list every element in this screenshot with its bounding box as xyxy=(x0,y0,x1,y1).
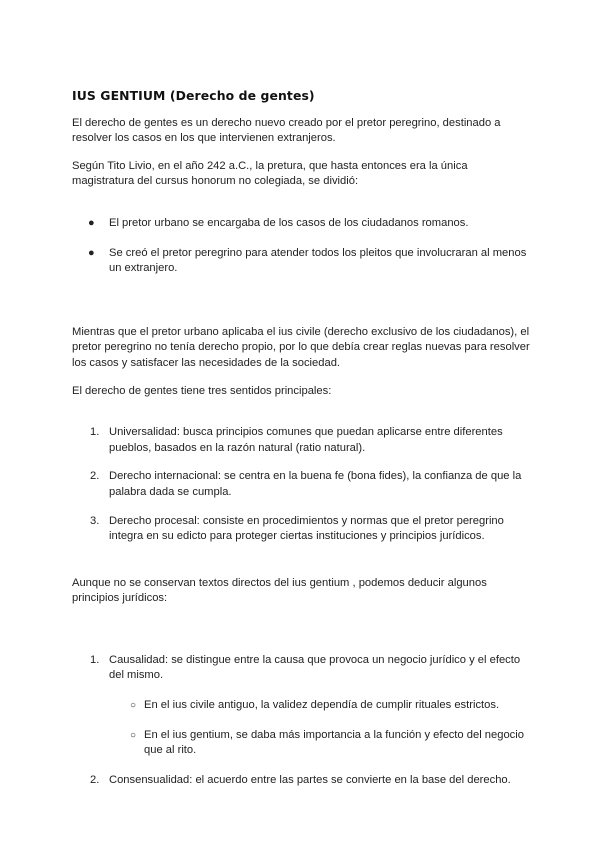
sub-list-item-text: En el ius civile antiguo, la validez dependía de cumplir rituales estrictos. xyxy=(144,699,500,712)
list-item xyxy=(72,216,530,232)
spacer xyxy=(72,619,530,653)
pretor-bullet-list xyxy=(72,216,530,277)
list-item xyxy=(72,425,530,456)
paragraph-tito-livio: Según Tito Livio, en el año 242 a.C., la pretura, que hasta entonces era la única magistratura del cursus honorum no colegiada, se dividió: xyxy=(72,159,468,188)
paragraph-principios: Aunque no se conservan textos directos del ius gentium , podemos deducir algunos principios jurídicos: xyxy=(72,576,487,605)
list-number: 2. xyxy=(90,470,100,483)
spacer xyxy=(72,411,530,425)
list-item xyxy=(72,773,530,789)
list-item xyxy=(72,653,530,759)
paragraph-tres-sentidos: El derecho de gentes tiene tres sentidos principales: xyxy=(72,384,332,397)
circle-bullet-icon: ○ xyxy=(130,729,137,741)
list-item-text: Se creó el pretor peregrino para atender todos los pleitos que involucraran al menos un extranjero. xyxy=(109,246,527,275)
list-item-text: Derecho procesal: consiste en procedimientos y normas que el pretor peregrino integra en su edicto para proteger ciertas instituciones y principios jurídicos. xyxy=(109,514,504,543)
list-item-text: Consensualidad: el acuerdo entre las partes se convierte en la base del derecho. xyxy=(109,773,511,786)
list-item xyxy=(72,514,530,545)
spacer xyxy=(72,558,530,576)
list-item-text: Universalidad: busca principios comunes que puedan aplicarse entre diferentes pueblos, basados en la razón natural (ratio natural). xyxy=(109,426,503,454)
document-page xyxy=(72,88,530,801)
list-item-text: Derecho internacional: se centra en la buena fe (bona fides), la confianza de que la palabra dada se cumpla. xyxy=(109,470,522,498)
sub-list-item xyxy=(109,728,530,759)
bullet-icon: ● xyxy=(88,216,95,229)
sub-list-item-text: En el ius gentium, se daba más importancia a la función y efecto del negocio que al rito. xyxy=(144,728,524,757)
list-number: 3. xyxy=(90,514,100,527)
list-item-text: Causalidad: se distingue entre la causa que provoca un negocio jurídico y el efecto del mismo. xyxy=(109,653,521,682)
page-title: IUS GENTIUM (Derecho de gentes) xyxy=(72,88,315,103)
causalidad-sub-list xyxy=(109,698,530,759)
paragraph-pretor-urbano: Mientras que el pretor urbano aplicaba el ius civile (derecho exclusivo de los ciudadanos), el pretor peregrino no tenía derecho propio, por lo que debía crear reglas nuevas para resolver los casos y satisfacer las necesidades de la sociedad. xyxy=(72,325,530,369)
list-item-text: El pretor urbano se encargaba de los casos de los ciudadanos romanos. xyxy=(109,216,469,229)
circle-bullet-icon: ○ xyxy=(130,700,137,712)
list-item xyxy=(72,246,530,277)
sub-list-item xyxy=(109,698,530,714)
paragraph-intro: El derecho de gentes es un derecho nuevo creado por el pretor peregrino, destinado a resolver los casos en los que intervienen extranjeros. xyxy=(72,116,501,145)
list-item xyxy=(72,469,530,500)
list-number: 2. xyxy=(90,773,100,786)
principles-numbered-list xyxy=(72,653,530,789)
bullet-icon: ● xyxy=(88,246,95,259)
list-number: 1. xyxy=(90,653,100,666)
senses-numbered-list xyxy=(72,425,530,545)
spacer xyxy=(72,291,530,325)
list-number: 1. xyxy=(90,426,100,439)
